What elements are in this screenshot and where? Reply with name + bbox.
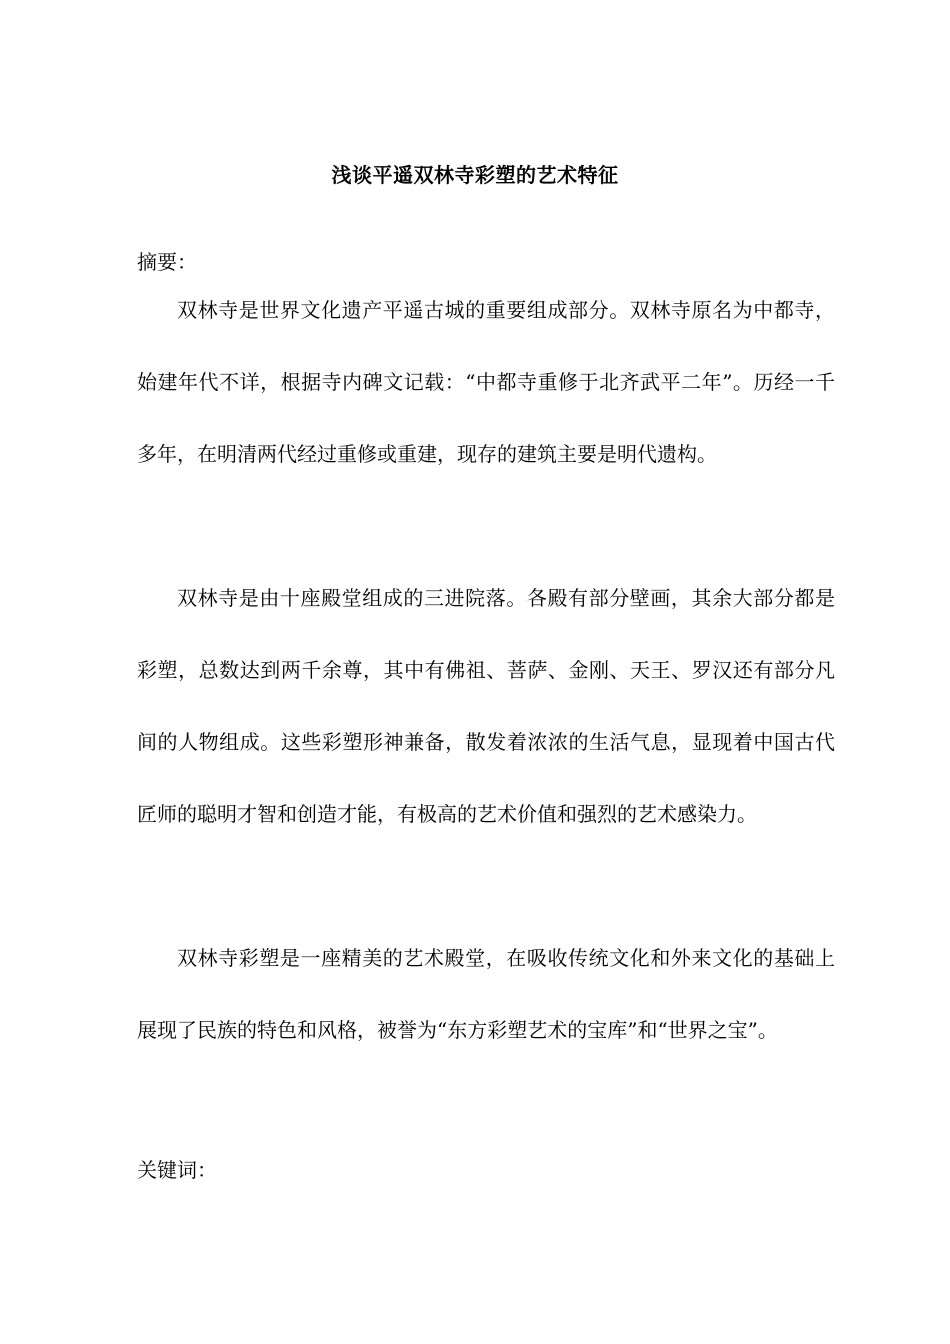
keywords-label: 关键词： [137,1158,217,1182]
abstract-paragraph-3: 双林寺彩塑是一座精美的艺术殿堂，在吸收传统文化和外来文化的基础上展现了民族的特色和风格，被誉为“东方彩塑艺术的宝库”和“世界之宝”。 [137,946,835,1042]
document-title: 浅谈平遥双林寺彩塑的艺术特征 [331,163,619,187]
abstract-paragraph-1: 双林寺是世界文化遗产平遥古城的重要组成部分。双林寺原名为中都寺，始建年代不详，根据寺内碑文记载：“中都寺重修于北齐武平二年”。历经一千多年，在明清两代经过重修或重建，现存的建筑主要是明代遗构。 [137,298,835,466]
abstract-label: 摘要： [137,250,197,274]
abstract-paragraph-2: 双林寺是由十座殿堂组成的三进院落。各殿有部分壁画，其余大部分都是彩塑，总数达到两千余尊，其中有佛祖、菩萨、金刚、天王、罗汉还有部分凡间的人物组成。这些彩塑形神兼备，散发着浓浓的生活气息，显现着中国古代匠师的聪明才智和创造才能，有极高的艺术价值和强烈的艺术感染力。 [137,586,835,826]
